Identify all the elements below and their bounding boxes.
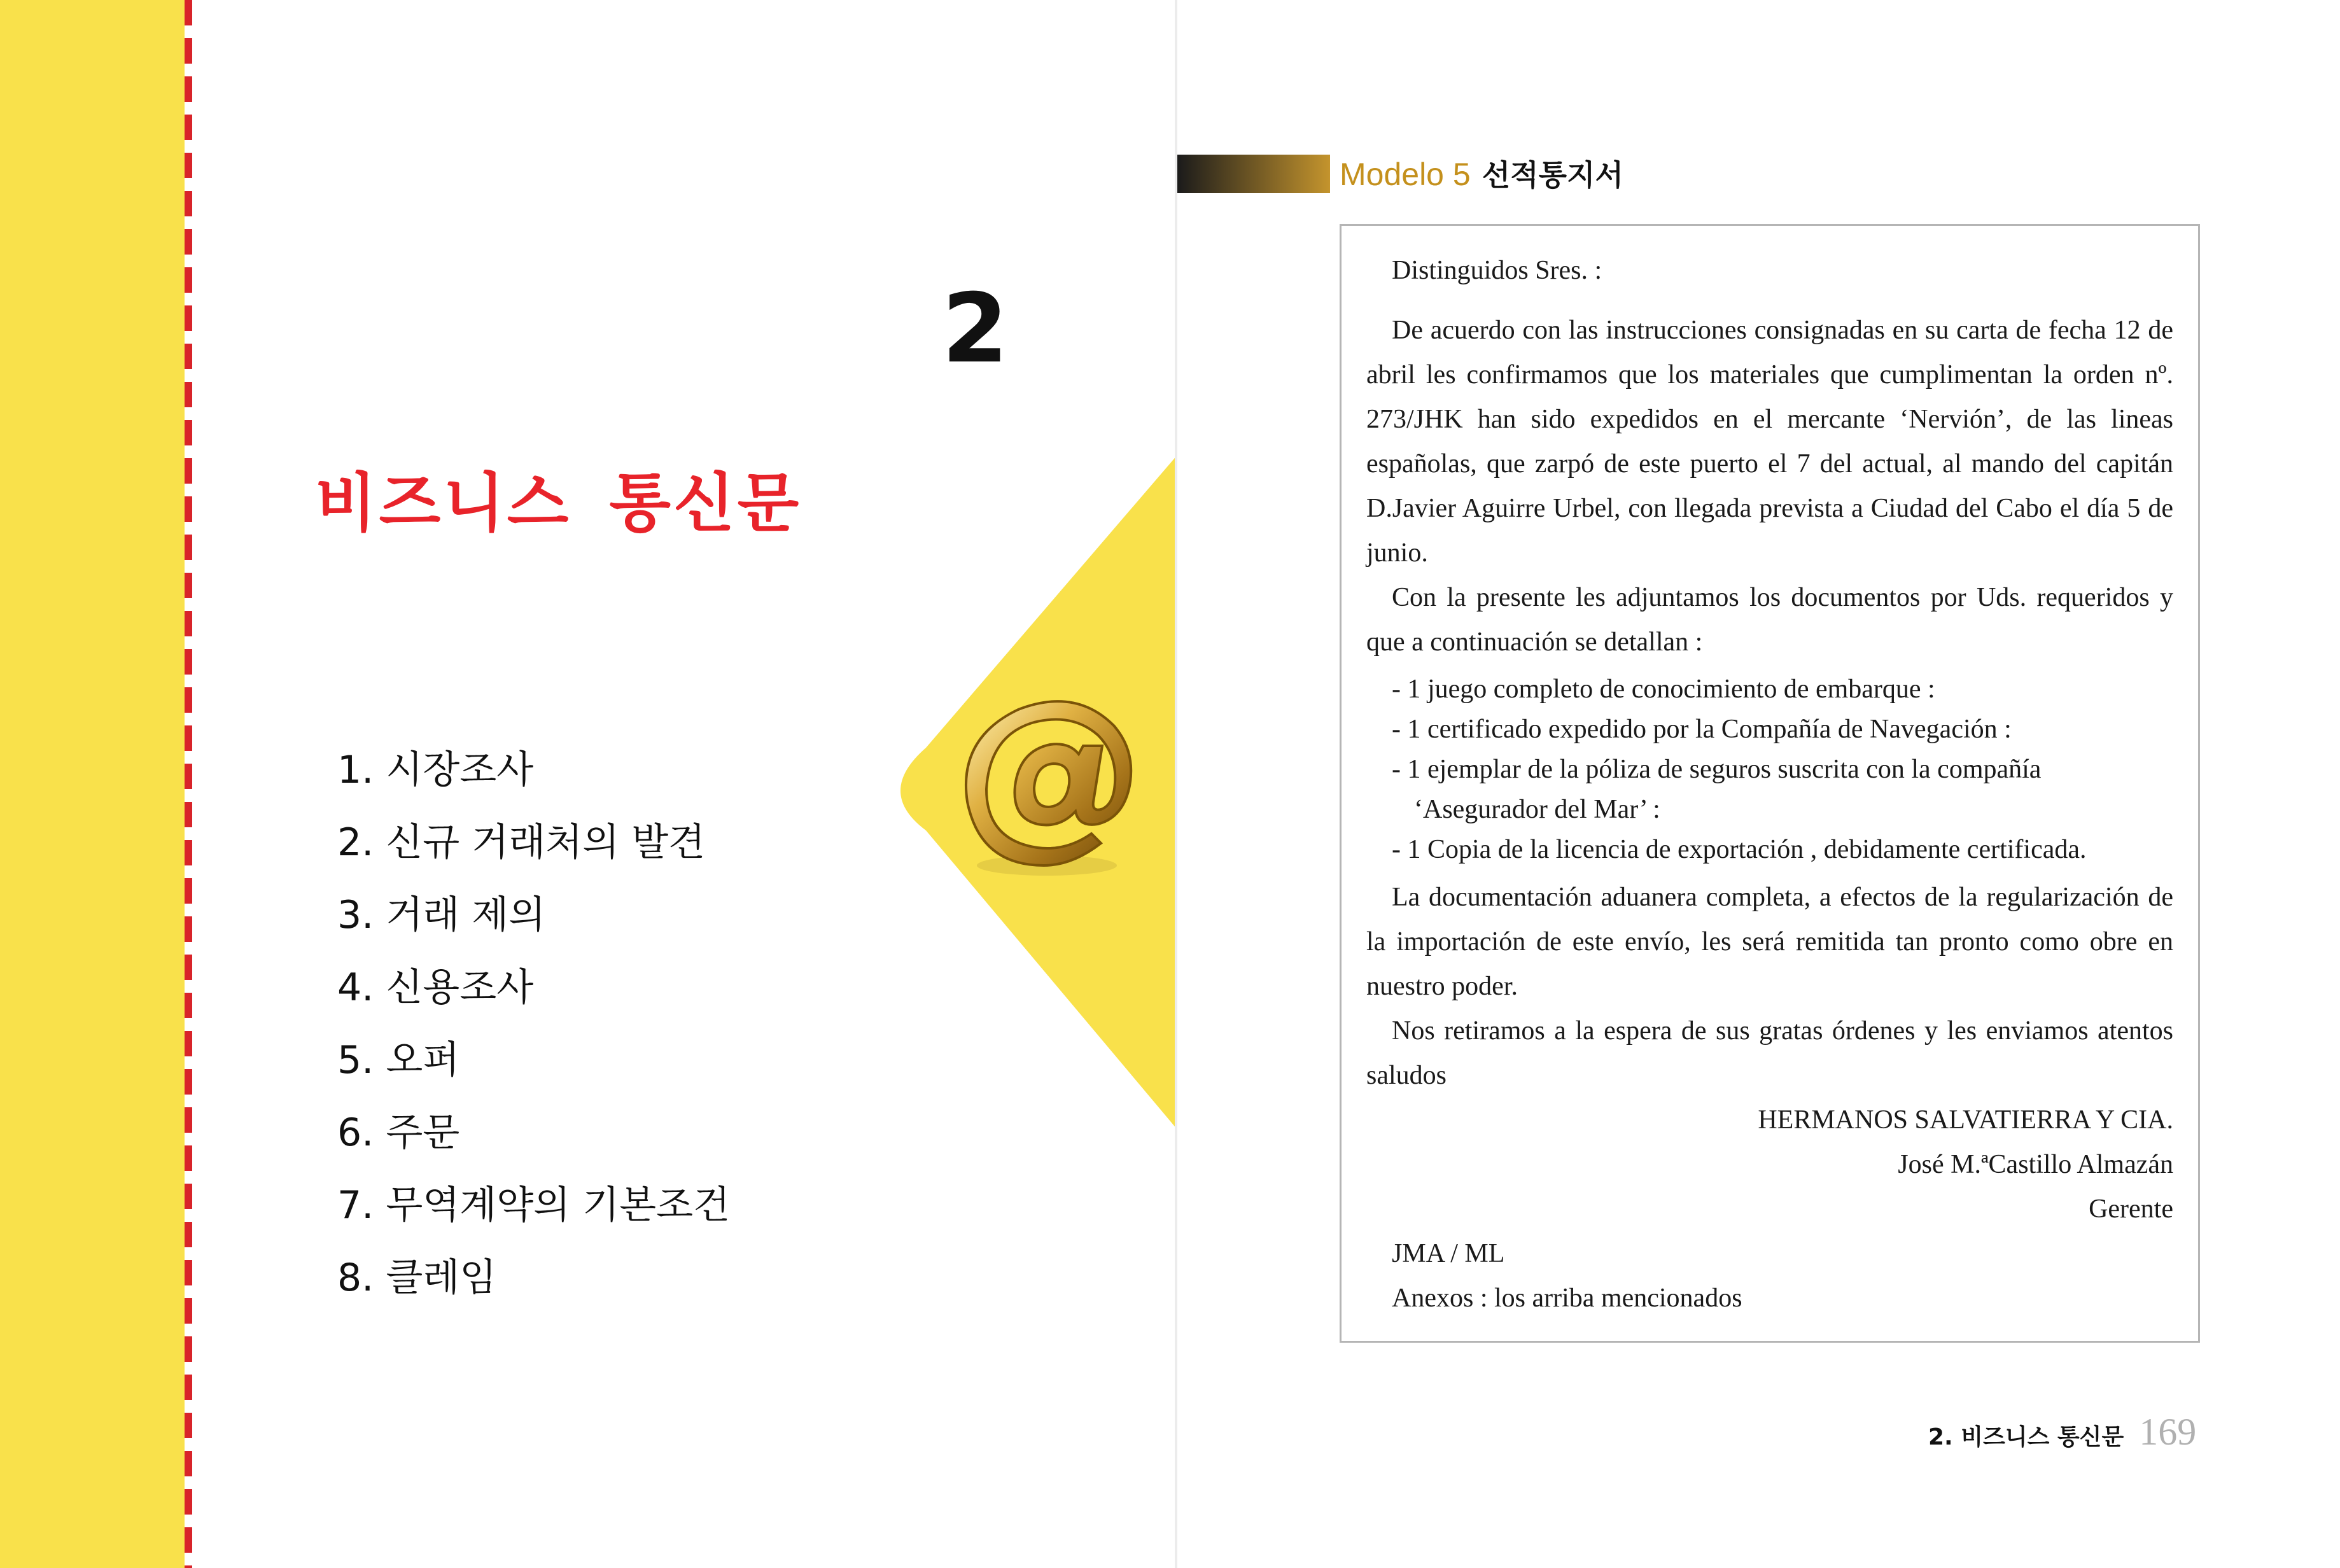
toc-item: 1. 시장조사 — [337, 748, 534, 792]
paragraph: De acuerdo con las instrucciones consignadas en su carta de fecha 12 de abril les confirmamos que los materiales que cumplimentan la orden nº. 273/JHK han sido expedidos en el mercante ‘Nervión’, de las lineas españolas, que zarpó de este puerto el 7 del actual, al mando del capitán D.Javier Aguirre Urbel, con llegada prevista a Ciudad del Cabo el día 5 de junio. — [1366, 316, 2173, 568]
list-item: - 1 Copia de la licencia de exportación , debidamente certificada. — [1392, 835, 2087, 864]
list-item: ‘Asegurador del Mar’ : — [1414, 795, 1660, 824]
salutation: Distinguidos Sres. : — [1392, 256, 1602, 285]
red-dashed-line — [185, 0, 192, 1568]
table-of-contents — [337, 741, 730, 1322]
paragraph: Con la presente les adjuntamos los documentos por Uds. requeridos y que a continuación se detallan : — [1366, 583, 2173, 657]
toc-item: 7. 무역계약의 기본조건 — [337, 1183, 731, 1228]
footer-section: 2. 비즈니스 통신문 — [1928, 1424, 2124, 1450]
toc-item: 5. 오퍼 — [337, 1038, 460, 1082]
chapter-title — [315, 452, 801, 543]
annex-note: Anexos : los arriba mencionados — [1392, 1284, 1742, 1313]
reference-code: JMA / ML — [1392, 1239, 1505, 1268]
paragraph: La documentación aduanera completa, a efectos de la regularización de la importación de este envío, les será remitida tan pronto como obre en nuestro poder. — [1366, 883, 2173, 1001]
paragraph: Nos retiramos a la espera de sus gratas órdenes y les enviamos atentos saludos — [1366, 1016, 2173, 1090]
toc-item: 3. 거래 제의 — [337, 893, 546, 937]
list-item: - 1 ejemplar de la póliza de seguros suscrita con la compañía — [1392, 755, 2042, 784]
yellow-side-strip — [0, 0, 185, 1568]
at-sign-icon — [942, 681, 1152, 891]
toc-item: 8. 클레임 — [337, 1256, 497, 1300]
list-item: - 1 juego completo de conocimiento de embarque : — [1392, 675, 1935, 704]
header-gradient-bar — [1177, 155, 1330, 193]
page-footer — [1928, 1406, 2196, 1457]
chapter-title-part2: 통신문 — [609, 466, 802, 540]
toc-item: 2. 신규 거래처의 발견 — [337, 820, 706, 865]
model-title: 선적통지서 — [1482, 158, 1623, 192]
signer-name: José M.ªCastillo Almazán — [1898, 1150, 2173, 1179]
chapter-number: 2 — [942, 274, 1009, 384]
chapter-title-part1: 비즈니스 — [315, 466, 571, 540]
company-name: HERMANOS SALVATIERRA Y CIA. — [1758, 1105, 2173, 1135]
page-spine — [1175, 0, 1177, 1568]
model-header — [1340, 155, 1623, 193]
toc-item: 6. 주문 — [337, 1110, 460, 1155]
signer-title: Gerente — [2089, 1194, 2173, 1224]
model-label: Modelo 5 — [1340, 157, 1471, 192]
toc-item: 4. 신용조사 — [337, 965, 534, 1010]
list-item: - 1 certificado expedido por la Compañía de Navegación : — [1392, 715, 2012, 744]
page-number: 169 — [2139, 1411, 2197, 1453]
document-list — [1366, 669, 2173, 870]
letter-body — [1366, 248, 2173, 1320]
